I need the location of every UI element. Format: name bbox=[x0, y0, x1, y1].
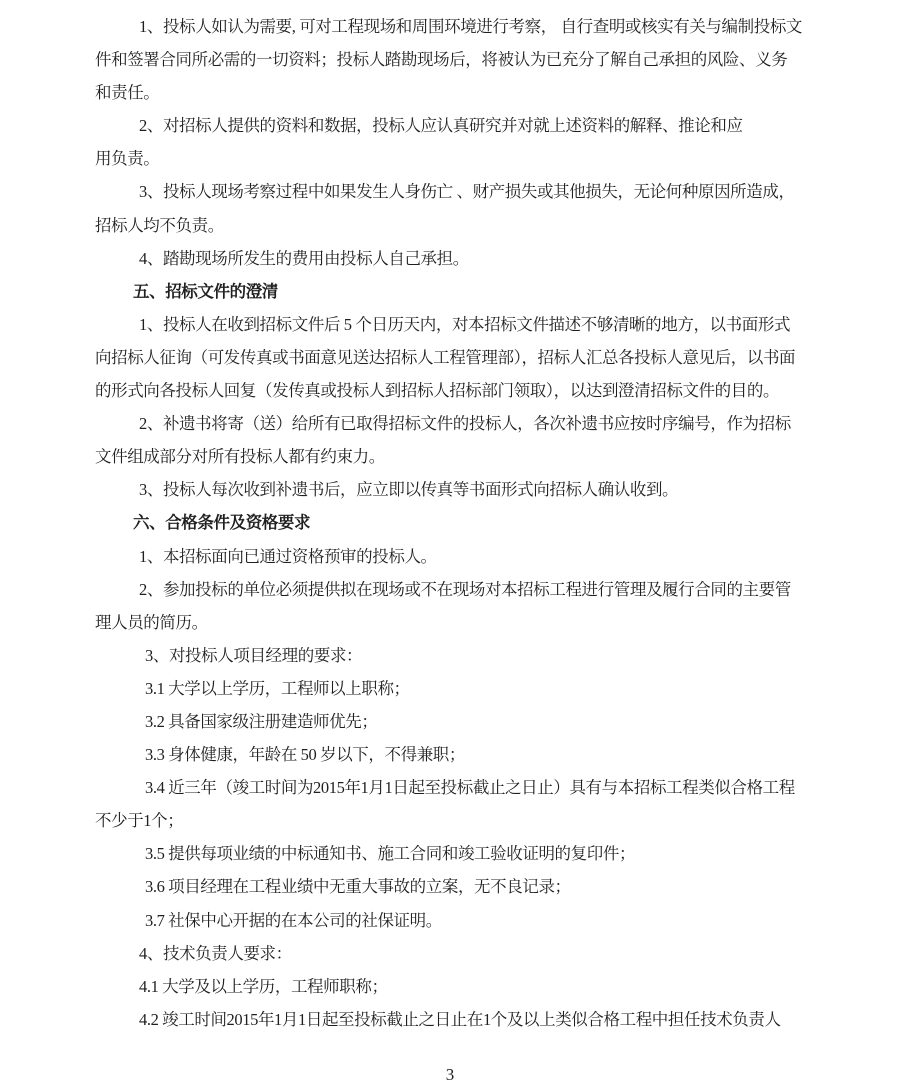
document-line: 1、投标人在收到招标文件后 5 个日历天内，对本招标文件描述不够清晰的地方，以书面形式 bbox=[139, 314, 791, 334]
document-line: 2、补遗书将寄（送）给所有已取得招标文件的投标人，各次补遗书应按时序编号，作为招标 bbox=[139, 414, 791, 434]
document-line: 不少于1个； bbox=[95, 811, 184, 831]
document-line: 3.4 近三年（竣工时间为2015年1月1日起至投标截止之日止）具有与本招标工程类似合格工程 bbox=[145, 778, 795, 798]
document-line: 4.1 大学及以上学历，工程师职称； bbox=[139, 976, 388, 996]
document-line: 1、投标人如认为需要, 可对工程现场和周围环境进行考察， 自行查明或核实有关与编制投标文 bbox=[139, 17, 803, 36]
document-line: 文件组成部分对所有投标人都有约束力。 bbox=[95, 447, 385, 467]
page-number: 3 bbox=[445, 1064, 455, 1084]
document-line: 用负责。 bbox=[95, 149, 160, 169]
document-line: 3.1 大学以上学历，工程师以上职称； bbox=[145, 678, 410, 698]
document-line: 3.5 提供每项业绩的中标通知书、施工合同和竣工验收证明的复印件； bbox=[145, 844, 636, 864]
document-line: 件和签署合同所必需的一切资料；投标人踏勘现场后，将被认为已充分了解自己承担的风险、义务 bbox=[95, 50, 788, 70]
document-line: 1、本招标面向已通过资格预审的投标人。 bbox=[139, 546, 437, 566]
document-line: 向招标人征询（可发传真或书面意见送达招标人工程管理部），招标人汇总各投标人意见后，以书面 bbox=[95, 347, 796, 367]
document-line: 3、投标人每次收到补遗书后，应立即以传真等书面形式向招标人确认收到。 bbox=[139, 480, 679, 500]
document-line: 3.6 项目经理在工程业绩中无重大事故的立案，无不良记录； bbox=[145, 877, 571, 897]
document-line: 4、技术负责人要求： bbox=[139, 943, 292, 963]
document-line: 3、对投标人项目经理的要求： bbox=[145, 645, 363, 665]
document-line: 4.2 竣工时间2015年1月1日起至投标截止之日止在1个及以上类似合格工程中担任技术负责人 bbox=[139, 1009, 781, 1029]
document-line: 2、参加投标的单位必须提供拟在现场或不在现场对本招标工程进行管理及履行合同的主要管 bbox=[139, 579, 791, 599]
document-line: 3.7 社保中心开据的在本公司的社保证明。 bbox=[145, 910, 442, 930]
document-line: 2、对招标人提供的资料和数据，投标人应认真研究并对就上述资料的解释、推论和应 bbox=[139, 116, 743, 136]
document-line: 理人员的简历。 bbox=[95, 612, 208, 632]
document-line: 3、投标人现场考察过程中如果发生人身伤亡 、财产损失或其他损失，无论何种原因所造成， bbox=[139, 182, 795, 202]
document-line: 招标人均不负责。 bbox=[95, 215, 224, 235]
document-line: 和责任。 bbox=[95, 83, 160, 103]
section-heading: 六、合格条件及资格要求 bbox=[133, 513, 311, 533]
document-line: 3.3 身体健康，年龄在 50 岁以下，不得兼职； bbox=[145, 745, 466, 765]
document-line: 4、踏勘现场所发生的费用由投标人自己承担。 bbox=[139, 248, 469, 268]
document-line: 的形式向各投标人回复（发传真或投标人到招标人招标部门领取），以达到澄清招标文件的目的。 bbox=[95, 381, 780, 401]
document-line: 3.2 具备国家级注册建造师优先； bbox=[145, 711, 378, 731]
section-heading: 五、招标文件的澄清 bbox=[133, 281, 278, 301]
